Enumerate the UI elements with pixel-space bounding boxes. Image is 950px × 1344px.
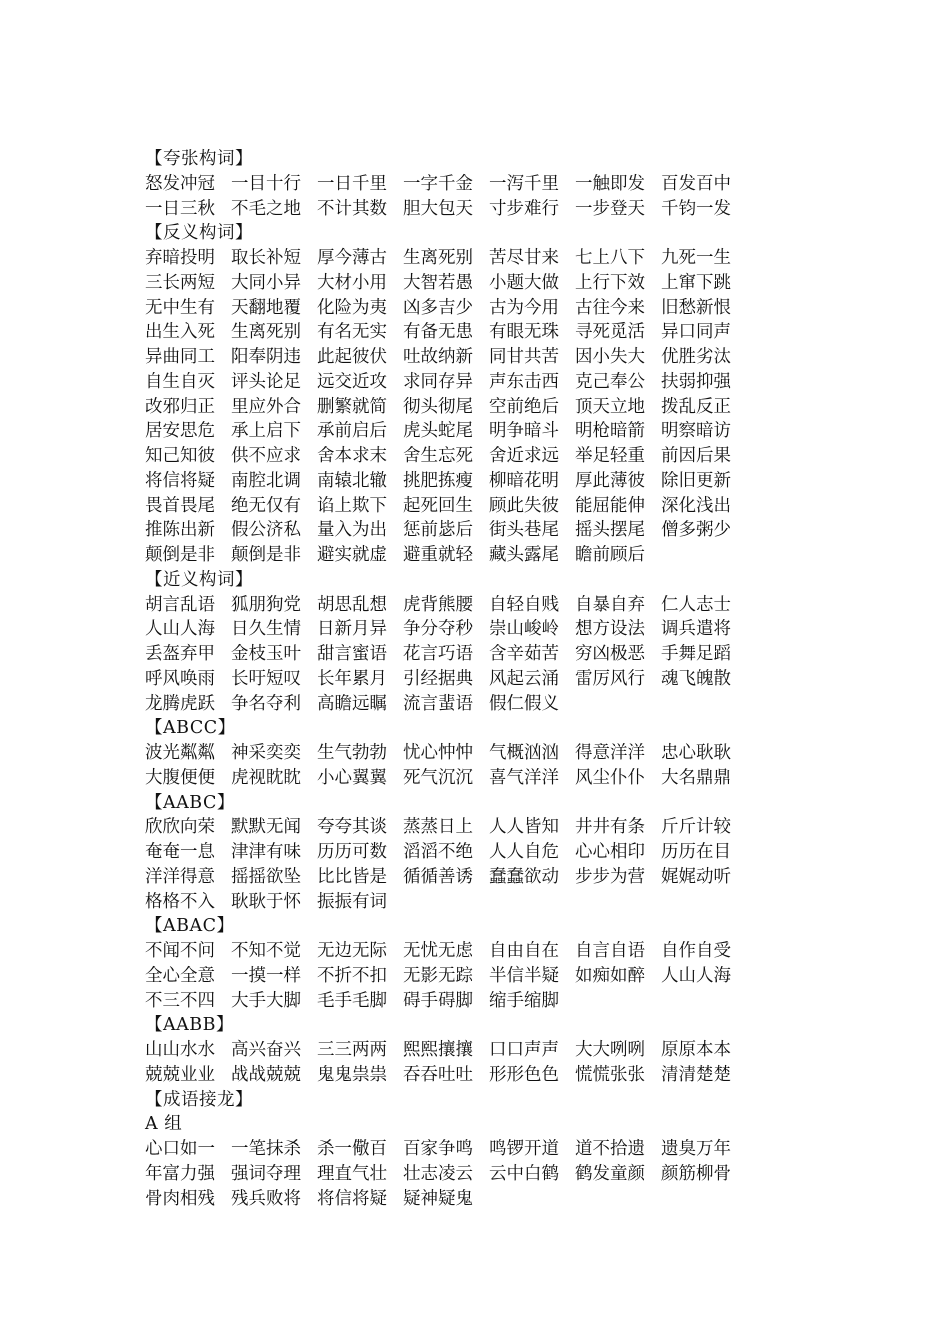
idiom: 金枝玉叶 xyxy=(231,644,301,664)
idiom: 能屈能伸 xyxy=(575,495,645,516)
idiom: 人山人海 xyxy=(145,619,215,640)
idiom: 举足轻重 xyxy=(575,446,645,466)
idiom: 争名夺利 xyxy=(231,693,301,714)
idiom: 魂飞魄散 xyxy=(661,668,731,689)
idiom: 取长补短 xyxy=(231,248,301,268)
idiom: 瞻前顾后 xyxy=(575,545,645,565)
idiom-row xyxy=(145,865,845,890)
idiom: 顾此失彼 xyxy=(489,495,559,516)
idiom: 无边无际 xyxy=(317,941,387,961)
idiom: 花言巧语 xyxy=(403,644,473,664)
idiom: 假仁假义 xyxy=(489,693,559,714)
idiom: 如痴如醉 xyxy=(575,965,645,986)
idiom: 生离死别 xyxy=(403,248,473,268)
idiom: 气概汹汹 xyxy=(489,743,559,763)
idiom: 将信将疑 xyxy=(145,470,215,491)
idiom-row xyxy=(145,320,845,345)
idiom: 历历在目 xyxy=(661,842,731,862)
idiom: 异口同声 xyxy=(661,322,731,343)
idiom-row xyxy=(145,246,845,271)
idiom: 承上启下 xyxy=(231,421,301,442)
idiom: 三三两两 xyxy=(317,1040,387,1060)
idiom: 风起云涌 xyxy=(489,668,559,689)
idiom: 一日三秋 xyxy=(145,198,215,219)
idiom-row xyxy=(145,419,845,444)
idiom: 自轻自贱 xyxy=(489,594,559,615)
idiom: 鹤发童颜 xyxy=(575,1163,645,1184)
idiom: 一笔抹杀 xyxy=(231,1139,301,1159)
idiom: 高瞻远瞩 xyxy=(317,693,387,714)
idiom: 街头巷尾 xyxy=(489,520,559,541)
idiom-row xyxy=(145,815,845,840)
idiom: 大名鼎鼎 xyxy=(661,767,731,788)
idiom: 欣欣向荣 xyxy=(145,817,215,838)
idiom-row xyxy=(145,1038,845,1063)
idiom-row xyxy=(145,197,845,222)
idiom: 明争暗斗 xyxy=(489,421,559,442)
idiom: 忠心耿耿 xyxy=(661,743,731,763)
idiom: 优胜劣汰 xyxy=(661,347,731,367)
idiom: 自作自受 xyxy=(661,941,731,961)
idiom: 人人皆知 xyxy=(489,817,559,838)
idiom: 日新月异 xyxy=(317,619,387,640)
section-heading: 【成语接龙】 xyxy=(145,1089,253,1110)
idiom: 口口声声 xyxy=(489,1040,559,1060)
idiom: 藏头露尾 xyxy=(489,545,559,565)
idiom: 承前启后 xyxy=(317,421,387,442)
idiom: 生气勃勃 xyxy=(317,743,387,763)
idiom: 大腹便便 xyxy=(145,767,215,788)
idiom: 骨肉相残 xyxy=(145,1188,215,1209)
idiom: 仁人志士 xyxy=(661,594,731,615)
idiom: 不三不四 xyxy=(145,990,215,1011)
idiom: 化险为夷 xyxy=(317,297,387,318)
idiom: 颠倒是非 xyxy=(145,545,215,565)
idiom-row xyxy=(145,469,845,494)
idiom: 全心全意 xyxy=(145,965,215,986)
idiom: 碍手碍脚 xyxy=(403,990,473,1011)
idiom-row xyxy=(145,271,845,296)
idiom: 百家争鸣 xyxy=(403,1139,473,1159)
idiom: 一触即发 xyxy=(575,173,645,194)
idiom: 挑肥拣瘦 xyxy=(403,470,473,491)
idiom: 残兵败将 xyxy=(231,1188,301,1209)
idiom-row xyxy=(145,964,845,989)
idiom: 深化浅出 xyxy=(661,495,731,516)
idiom-row xyxy=(145,1137,845,1162)
idiom: 不知不觉 xyxy=(231,941,301,961)
idiom: 南辕北辙 xyxy=(317,470,387,491)
idiom: 不计其数 xyxy=(317,198,387,219)
idiom: 忧心忡忡 xyxy=(403,743,473,763)
idiom: 顶天立地 xyxy=(575,396,645,417)
idiom: 崇山峻岭 xyxy=(489,619,559,640)
idiom: 扶弱抑强 xyxy=(661,371,731,392)
idiom: 小心翼翼 xyxy=(317,767,387,788)
idiom: 蒸蒸日上 xyxy=(403,817,473,838)
idiom: 千钧一发 xyxy=(661,198,731,219)
section-heading: 【反义构词】 xyxy=(145,223,253,244)
idiom: 胡言乱语 xyxy=(145,594,215,615)
idiom: 道不拾遗 xyxy=(575,1139,645,1159)
idiom: 避重就轻 xyxy=(403,545,473,565)
idiom: 有眼无珠 xyxy=(489,322,559,343)
idiom: 清清楚楚 xyxy=(661,1064,731,1085)
idiom: 小题大做 xyxy=(489,272,559,293)
idiom: 上窜下跳 xyxy=(661,272,731,293)
idiom: 虎头蛇尾 xyxy=(403,421,473,442)
idiom: 甜言蜜语 xyxy=(317,644,387,664)
idiom: 百发百中 xyxy=(661,173,731,194)
idiom: 循循善诱 xyxy=(403,866,473,887)
idiom: 理直气壮 xyxy=(317,1163,387,1184)
section-heading: 【夸张构词】 xyxy=(145,149,253,169)
idiom: 阳奉阴违 xyxy=(231,347,301,367)
idiom: 死气沉沉 xyxy=(403,767,473,788)
idiom: 含辛茹苦 xyxy=(489,644,559,664)
idiom: 形形色色 xyxy=(489,1064,559,1085)
idiom: 不毛之地 xyxy=(231,198,301,219)
idiom: 删繁就简 xyxy=(317,396,387,417)
idiom: 明枪暗箭 xyxy=(575,421,645,442)
idiom: 摇头摆尾 xyxy=(575,520,645,541)
idiom: 不折不扣 xyxy=(317,965,387,986)
idiom: 井井有条 xyxy=(575,817,645,838)
idiom: 求同存异 xyxy=(403,371,473,392)
section-heading: 【AABC】 xyxy=(145,792,235,813)
idiom: 振振有词 xyxy=(317,891,387,912)
idiom: 斤斤计较 xyxy=(661,817,731,838)
idiom: 强词夺理 xyxy=(231,1163,301,1184)
idiom: 量入为出 xyxy=(317,520,387,541)
idiom: 有名无实 xyxy=(317,322,387,343)
idiom: 熙熙攘攘 xyxy=(403,1040,473,1060)
idiom: 大智若愚 xyxy=(403,272,473,293)
idiom-row xyxy=(145,494,845,519)
idiom: 舍近求远 xyxy=(489,446,559,466)
idiom: 里应外合 xyxy=(231,396,301,417)
idiom: 大手大脚 xyxy=(231,990,301,1011)
idiom: 无影无踪 xyxy=(403,965,473,986)
idiom: 自暴自弃 xyxy=(575,594,645,615)
idiom: 奄奄一息 xyxy=(145,842,215,862)
idiom: 丢盔弃甲 xyxy=(145,644,215,664)
idiom: 假公济私 xyxy=(231,520,301,541)
idiom: 大同小异 xyxy=(231,272,301,293)
idiom: 评头论足 xyxy=(231,371,301,392)
idiom: 三长两短 xyxy=(145,272,215,293)
idiom-row xyxy=(145,518,845,543)
idiom-row xyxy=(145,840,845,865)
idiom: 神采奕奕 xyxy=(231,743,301,763)
idiom: 谄上欺下 xyxy=(317,495,387,516)
idiom: 日久生情 xyxy=(231,619,301,640)
idiom-row xyxy=(145,692,845,717)
idiom-row xyxy=(145,989,845,1014)
idiom: 无忧无虑 xyxy=(403,941,473,961)
idiom: 克己奉公 xyxy=(575,371,645,392)
idiom: 自由自在 xyxy=(489,941,559,961)
idiom: 人人自危 xyxy=(489,842,559,862)
idiom: 胆大包天 xyxy=(403,198,473,219)
idiom: 风尘仆仆 xyxy=(575,767,645,788)
idiom: 拨乱反正 xyxy=(661,396,731,417)
idiom: 厚今薄古 xyxy=(317,248,387,268)
idiom: 同甘共苦 xyxy=(489,347,559,367)
idiom: 呼风唤雨 xyxy=(145,668,215,689)
section-heading: 【近义构词】 xyxy=(145,569,253,590)
document-page xyxy=(145,147,845,1211)
idiom: 人山人海 xyxy=(661,965,731,986)
idiom: 一目十行 xyxy=(231,173,301,194)
idiom: 心心相印 xyxy=(575,842,645,862)
idiom: 自生自灭 xyxy=(145,371,215,392)
idiom: 杀一儆百 xyxy=(317,1139,387,1159)
idiom: 一日千里 xyxy=(317,173,387,194)
idiom: 一摸一样 xyxy=(231,965,301,986)
idiom: 流言蜚语 xyxy=(403,693,473,714)
idiom: 虎视眈眈 xyxy=(231,767,301,788)
idiom: 因小失大 xyxy=(575,347,645,367)
idiom: 起死回生 xyxy=(403,495,473,516)
idiom: 异曲同工 xyxy=(145,347,215,367)
idiom: 穷凶极恶 xyxy=(575,644,645,664)
idiom: 寸步难行 xyxy=(489,198,559,219)
idiom: 颜筋柳骨 xyxy=(661,1163,731,1184)
idiom: 前因后果 xyxy=(661,446,731,466)
idiom: 柳暗花明 xyxy=(489,470,559,491)
idiom: 无中生有 xyxy=(145,297,215,318)
idiom: 声东击西 xyxy=(489,371,559,392)
idiom: 绝无仅有 xyxy=(231,495,301,516)
idiom: 舍生忘死 xyxy=(403,446,473,466)
idiom: 南腔北调 xyxy=(231,470,301,491)
idiom-row xyxy=(145,617,845,642)
idiom: 龙腾虎跃 xyxy=(145,693,215,714)
idiom: 战战兢兢 xyxy=(231,1064,301,1085)
idiom: 毛手毛脚 xyxy=(317,990,387,1011)
idiom: 夸夸其谈 xyxy=(317,817,387,838)
idiom: 生离死别 xyxy=(231,322,301,343)
idiom: 慌慌张张 xyxy=(575,1064,645,1085)
idiom: 一泻千里 xyxy=(489,173,559,194)
idiom: 畏首畏尾 xyxy=(145,495,215,516)
idiom: 娓娓动听 xyxy=(661,866,731,887)
idiom: 步步为营 xyxy=(575,866,645,887)
idiom-row xyxy=(145,345,845,370)
idiom-row xyxy=(145,543,845,568)
idiom-row xyxy=(145,766,845,791)
idiom: 调兵遣将 xyxy=(661,619,731,640)
idiom: 原原本本 xyxy=(661,1040,731,1060)
idiom: 滔滔不绝 xyxy=(403,842,473,862)
idiom: 颠倒是非 xyxy=(231,545,301,565)
idiom: 凶多吉少 xyxy=(403,297,473,318)
idiom: 狐朋狗党 xyxy=(231,594,301,615)
idiom: 年富力强 xyxy=(145,1163,215,1184)
idiom: 推陈出新 xyxy=(145,520,215,541)
idiom: 鸣锣开道 xyxy=(489,1139,559,1159)
idiom: 彻头彻尾 xyxy=(403,396,473,417)
idiom: 蠢蠢欲动 xyxy=(489,866,559,887)
idiom-row xyxy=(145,444,845,469)
idiom-row xyxy=(145,296,845,321)
idiom: 出生入死 xyxy=(145,322,215,343)
idiom: 胡思乱想 xyxy=(317,594,387,615)
idiom: 格格不入 xyxy=(145,891,215,912)
idiom: 得意洋洋 xyxy=(575,743,645,763)
idiom-row xyxy=(145,593,845,618)
idiom-row xyxy=(145,642,845,667)
idiom: 古为今用 xyxy=(489,297,559,318)
idiom: 空前绝后 xyxy=(489,396,559,417)
idiom: 半信半疑 xyxy=(489,965,559,986)
idiom: 摇摇欲坠 xyxy=(231,866,301,887)
idiom: 将信将疑 xyxy=(317,1188,387,1209)
idiom: 除旧更新 xyxy=(661,470,731,491)
idiom: 舍本求末 xyxy=(317,446,387,466)
idiom: 此起彼伏 xyxy=(317,347,387,367)
idiom: 引经据典 xyxy=(403,668,473,689)
idiom: 一步登天 xyxy=(575,198,645,219)
idiom: 缩手缩脚 xyxy=(489,990,559,1011)
section-heading: 【AABB】 xyxy=(145,1015,234,1036)
idiom: 供不应求 xyxy=(231,446,301,466)
idiom: 天翻地覆 xyxy=(231,297,301,318)
idiom: 自言自语 xyxy=(575,941,645,961)
idiom-row xyxy=(145,395,845,420)
idiom: 惩前毖后 xyxy=(403,520,473,541)
idiom: 云中白鹤 xyxy=(489,1163,559,1184)
idiom: 旧愁新恨 xyxy=(661,297,731,318)
idiom: 上行下效 xyxy=(575,272,645,293)
idiom-row xyxy=(145,939,845,964)
idiom: 九死一生 xyxy=(661,248,731,268)
idiom: 避实就虚 xyxy=(317,545,387,565)
idiom-row xyxy=(145,1162,845,1187)
idiom-row xyxy=(145,1187,845,1212)
idiom: 遗臭万年 xyxy=(661,1139,731,1159)
idiom: 有备无患 xyxy=(403,322,473,343)
idiom: 改邪归正 xyxy=(145,396,215,417)
idiom: 吐故纳新 xyxy=(403,347,473,367)
idiom: 雷厉风行 xyxy=(575,668,645,689)
idiom: 不闻不问 xyxy=(145,941,215,961)
idiom-row xyxy=(145,1063,845,1088)
idiom-row xyxy=(145,667,845,692)
idiom: 吞吞吐吐 xyxy=(403,1064,473,1085)
idiom: 疑神疑鬼 xyxy=(403,1188,473,1209)
idiom: 津津有味 xyxy=(231,842,301,862)
section-heading: 【ABAC】 xyxy=(145,916,235,937)
idiom: 七上八下 xyxy=(575,248,645,268)
idiom: 历历可数 xyxy=(317,842,387,862)
idiom: 古往今来 xyxy=(575,297,645,318)
idiom: 波光粼粼 xyxy=(145,743,215,763)
idiom: 喜气洋洋 xyxy=(489,767,559,788)
idiom-row xyxy=(145,172,845,197)
idiom-row xyxy=(145,890,845,915)
idiom-row xyxy=(145,741,845,766)
idiom: 兢兢业业 xyxy=(145,1064,215,1085)
idiom: 鬼鬼祟祟 xyxy=(317,1064,387,1085)
idiom: 心口如一 xyxy=(145,1139,215,1159)
idiom: 怒发冲冠 xyxy=(145,173,215,194)
idiom: 大大咧咧 xyxy=(575,1040,645,1060)
idiom: 弃暗投明 xyxy=(145,248,215,268)
idiom: 手舞足蹈 xyxy=(661,644,731,664)
idiom: 僧多粥少 xyxy=(661,520,731,541)
idiom: 厚此薄彼 xyxy=(575,470,645,491)
idiom: 一字千金 xyxy=(403,173,473,194)
idiom: 寻死觅活 xyxy=(575,322,645,343)
idiom: 明察暗访 xyxy=(661,421,731,442)
idiom: 比比皆是 xyxy=(317,866,387,887)
idiom: 虎背熊腰 xyxy=(403,594,473,615)
idiom: 默默无闻 xyxy=(231,817,301,838)
idiom-row xyxy=(145,370,845,395)
idiom: 壮志凌云 xyxy=(403,1163,473,1184)
idiom: 大材小用 xyxy=(317,272,387,293)
idiom: 远交近攻 xyxy=(317,371,387,392)
idiom: 居安思危 xyxy=(145,421,215,442)
idiom: 长年累月 xyxy=(317,668,387,689)
idiom: 知己知彼 xyxy=(145,446,215,466)
idiom: 想方设法 xyxy=(575,619,645,640)
idiom: 苦尽甘来 xyxy=(489,248,559,268)
idiom: 耿耿于怀 xyxy=(231,891,301,912)
section-heading: 【ABCC】 xyxy=(145,718,236,739)
section-heading: A 组 xyxy=(145,1114,183,1135)
idiom: 争分夺秒 xyxy=(403,619,473,640)
idiom: 山山水水 xyxy=(145,1040,215,1060)
idiom: 长吁短叹 xyxy=(231,668,301,689)
idiom: 高兴奋兴 xyxy=(231,1040,301,1060)
idiom: 洋洋得意 xyxy=(145,866,215,887)
